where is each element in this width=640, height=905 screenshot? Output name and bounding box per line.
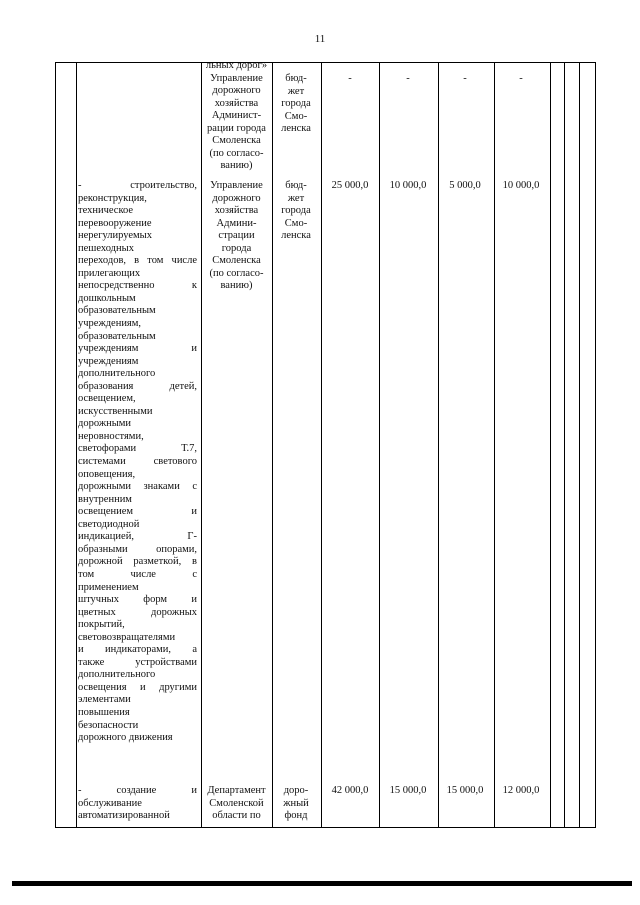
executor-line: страции: [218, 230, 255, 242]
column-divider: [438, 63, 439, 827]
description-line: образными опорами,: [78, 543, 197, 555]
description-line: перевооружение: [78, 217, 152, 229]
executor-line: хозяйства: [214, 97, 259, 109]
column-divider: [379, 63, 380, 827]
column-divider: [579, 63, 580, 827]
source-line: города: [281, 205, 311, 217]
amount-cell: -: [348, 73, 352, 84]
description-line: безопасности: [78, 719, 139, 731]
description-line: световозвращателями: [78, 631, 176, 643]
description-line: индикацией, Г-: [78, 531, 197, 543]
amount-cell: 15 000,0: [389, 785, 427, 796]
executor-line: дорожного: [212, 85, 261, 97]
executor-line: льных дорог»: [205, 60, 268, 71]
executor-line: Админи-: [216, 217, 257, 229]
source-line: фонд: [284, 810, 308, 822]
column-divider: [564, 63, 565, 827]
amount-cell: -: [463, 73, 467, 84]
source-line: доро-: [283, 785, 309, 796]
description-line: цветных дорожных: [78, 606, 197, 618]
description-line: дополнительного: [78, 669, 156, 681]
executor-line: ванию): [220, 160, 253, 172]
source-line: жет: [287, 85, 305, 97]
description-line: повышения: [78, 706, 130, 718]
executor-line: рации города: [207, 122, 266, 134]
description-line: учреждениям и: [78, 343, 197, 355]
source-line: бюд-: [285, 180, 307, 191]
source-line: бюд-: [285, 73, 307, 84]
amount-cell: 10 000,0: [502, 180, 540, 191]
description-line: светодиодной: [78, 518, 140, 530]
column-divider: [201, 63, 202, 827]
description-line: дорожными: [78, 418, 132, 430]
row1-source: [272, 180, 320, 243]
source-line: жный: [283, 797, 309, 809]
executor-line: хозяйства: [214, 205, 259, 217]
description-line: освещением и: [78, 506, 197, 518]
executor-line: дорожного: [212, 192, 261, 204]
description-line: также устройствами: [78, 656, 197, 668]
continuation-source: [272, 73, 320, 136]
description-line: образовательным: [78, 330, 156, 342]
source-line: ленска: [281, 230, 311, 242]
executor-line: области по: [212, 810, 261, 822]
description-line: реконструкция,: [78, 192, 147, 204]
row2-executor: [201, 785, 272, 823]
description-line: техническое: [78, 205, 134, 217]
column-divider: [321, 63, 322, 827]
source-line: ленска: [281, 123, 311, 135]
column-divider: [76, 63, 77, 827]
executor-line: (по согласо-: [209, 267, 264, 279]
description-line: искусственными: [78, 405, 153, 417]
description-line: дорожного движения: [78, 732, 173, 744]
source-line: Смо-: [284, 110, 308, 122]
description-line: прилегающих: [78, 267, 141, 279]
description-line: освещением,: [78, 393, 136, 405]
row2-description: [78, 785, 197, 823]
description-line: переходов, в том числе: [78, 255, 197, 267]
amount-cell: -: [406, 73, 410, 84]
column-divider: [494, 63, 495, 827]
page-number: 11: [314, 33, 326, 45]
description-line: элементами: [78, 694, 131, 706]
amount-cell: 42 000,0: [331, 785, 369, 796]
description-line: дополнительного: [78, 368, 156, 380]
description-line: дорожными знаками с: [78, 481, 197, 493]
description-line: штучных форм и: [78, 594, 197, 606]
description-line: пешеходных: [78, 242, 134, 254]
executor-line: Смоленска: [212, 255, 261, 267]
description-line: автоматизированной: [78, 810, 170, 822]
description-line: обслуживание: [78, 797, 142, 809]
continuation-executor: [201, 60, 272, 173]
amount-cell: 10 000,0: [389, 180, 427, 191]
executor-line: Смоленской: [209, 797, 264, 809]
description-line: освещения и другими: [78, 681, 197, 693]
amount-cell: 12 000,0: [502, 785, 540, 796]
source-line: Смо-: [284, 217, 308, 229]
description-line: нерегулируемых: [78, 230, 152, 242]
column-divider: [550, 63, 551, 827]
column-divider: [272, 63, 273, 827]
source-line: города: [281, 98, 311, 110]
description-line: светофорами Т.7,: [78, 443, 197, 455]
description-line: дошкольным: [78, 292, 136, 304]
description-line: непосредственно к: [78, 280, 197, 292]
row1-executor: [201, 180, 272, 293]
description-line: - создание и: [78, 785, 197, 796]
executor-line: Управление: [210, 180, 263, 191]
row2-source: [272, 785, 320, 823]
description-line: учреждениям: [78, 355, 139, 367]
amount-cell: 25 000,0: [331, 180, 369, 191]
description-line: неровностями,: [78, 430, 144, 442]
bottom-rule: [12, 881, 632, 886]
description-line: образовательным: [78, 305, 156, 317]
executor-line: (по согласо-: [209, 147, 264, 159]
executor-line: Департамент: [207, 785, 266, 796]
description-line: системами светового: [78, 456, 197, 468]
description-line: учреждениям,: [78, 318, 142, 330]
description-line: применением: [78, 581, 139, 593]
description-line: оповещения,: [78, 468, 136, 480]
description-line: - строительство,: [78, 180, 197, 191]
executor-line: ванию): [220, 280, 253, 292]
description-line: покрытий,: [78, 619, 125, 631]
amount-cell: 5 000,0: [449, 180, 481, 191]
description-line: и индикаторами, а: [78, 644, 197, 656]
description-line: внутренним: [78, 493, 132, 505]
description-line: дорожной разметкой, в: [78, 556, 197, 568]
description-line: образования детей,: [78, 380, 197, 392]
amount-cell: 15 000,0: [446, 785, 484, 796]
source-line: жет: [287, 192, 305, 204]
executor-line: Админист-: [211, 110, 262, 122]
row1-description: [78, 180, 197, 745]
description-line: том числе с: [78, 568, 197, 580]
executor-line: города: [221, 242, 252, 254]
executor-line: Управление: [210, 72, 263, 84]
executor-line: Смоленска: [212, 135, 261, 147]
amount-cell: -: [519, 73, 523, 84]
